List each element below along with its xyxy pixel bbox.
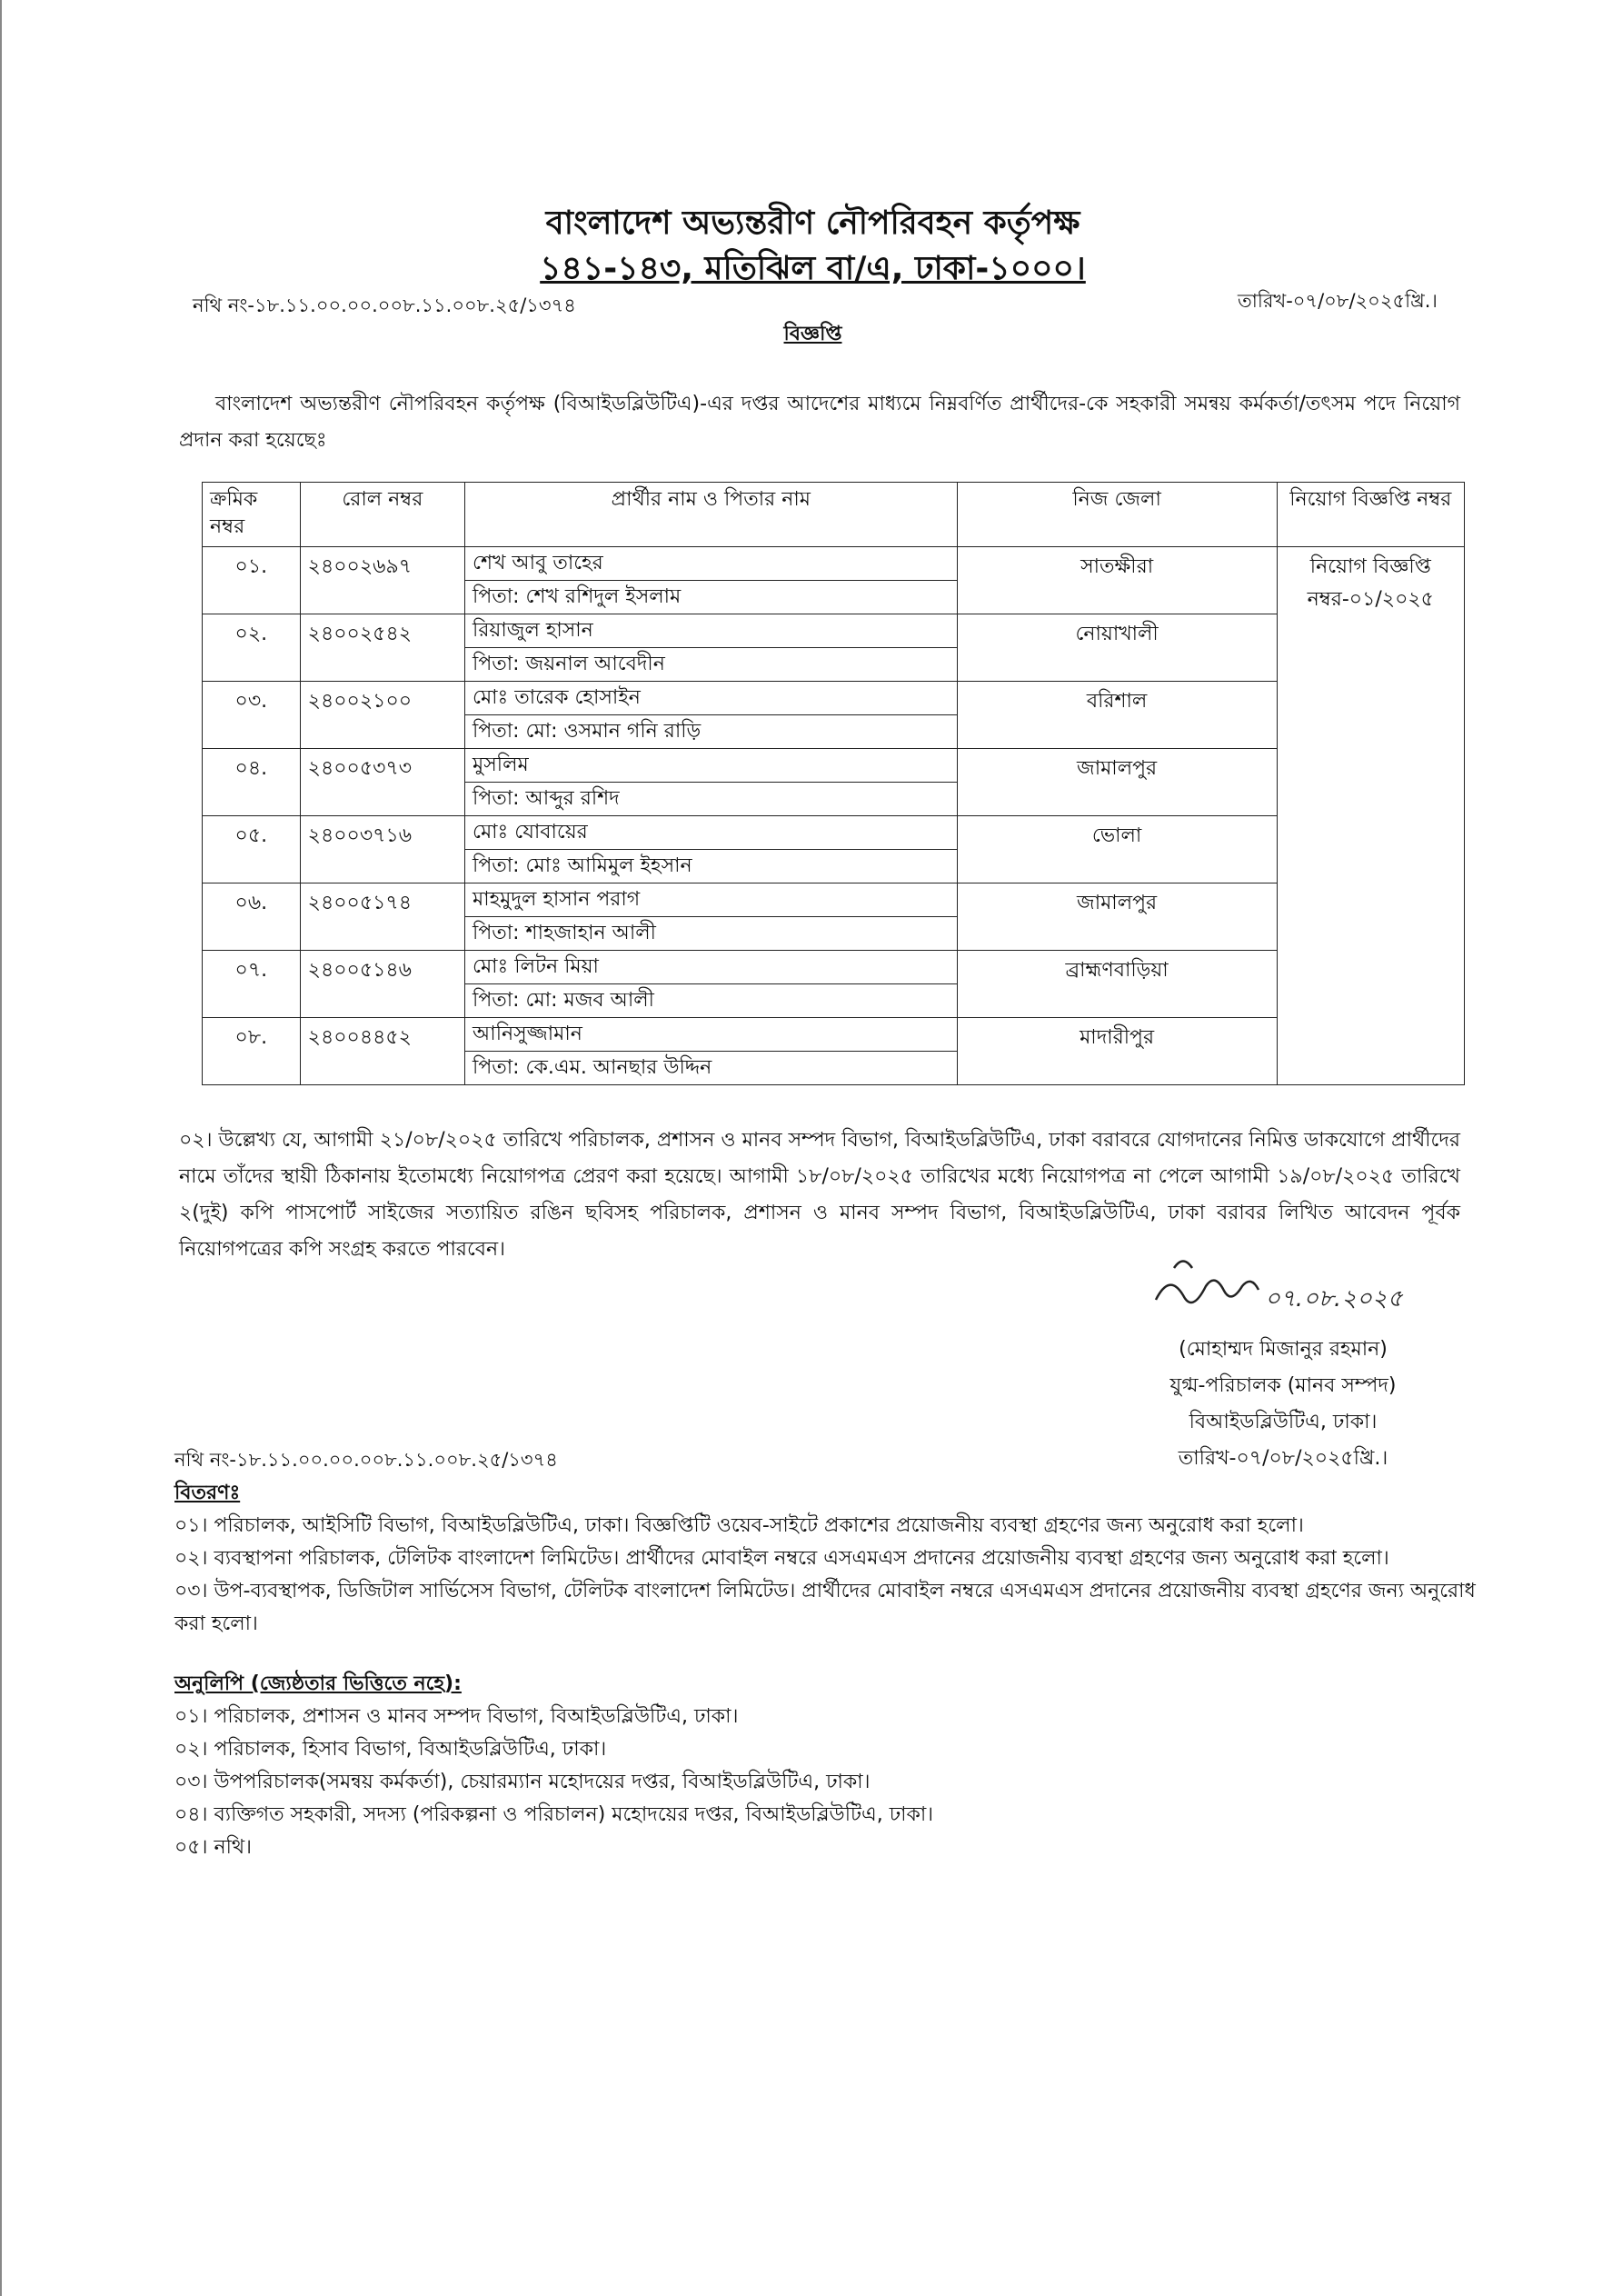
- distribution-list: [174, 1477, 1483, 1641]
- header-name: প্রার্থীর নাম ও পিতার নাম: [465, 483, 958, 547]
- name-cell: [465, 883, 958, 951]
- serial-cell: ০৫.: [203, 816, 301, 883]
- list-item: ০৫। নথি।: [174, 1836, 252, 1859]
- list-item: ০২। ব্যবস্থাপনা পরিচালক, টেলিটক বাংলাদেশ লিমিটেড। প্রার্থীদের মোবাইল নম্বরে এসএমএস প্রদানের প্রয়োজনীয় ব্যবস্থা গ্রহণের জন্য অনুরোধ করা হলো।: [174, 1547, 1389, 1570]
- roll-cell: ২৪০০৪৪৫২: [300, 1018, 464, 1085]
- signature-date: ০৭.০৮.২০২৫: [1265, 1285, 1403, 1313]
- table-row: [203, 883, 1465, 951]
- roll-cell: ২৪০০৫১৭৪: [300, 883, 464, 951]
- table-header-row: [203, 483, 1465, 547]
- father-name: পিতা: কে.এম. আনছার উদ্দিন: [473, 1056, 712, 1079]
- table-row: [203, 816, 1465, 883]
- table-row: [203, 1018, 1465, 1085]
- name-cell: [465, 547, 958, 614]
- candidate-name: মুসলিম: [465, 749, 957, 783]
- district-cell: ব্রাহ্মণবাড়িয়া: [957, 951, 1277, 1018]
- roll-cell: ২৪০০২৬৯৭: [300, 547, 464, 614]
- table-row: [203, 749, 1465, 816]
- header-district: নিজ জেলা: [957, 483, 1277, 547]
- candidate-name: মোঃ লিটন মিয়া: [465, 951, 957, 984]
- district-cell: নোয়াখালী: [957, 614, 1277, 682]
- district-cell: মাদারীপুর: [957, 1018, 1277, 1085]
- serial-cell: ০২.: [203, 614, 301, 682]
- candidate-name: রিয়াজুল হাসান: [465, 614, 957, 648]
- father-name: পিতা: আব্দুর রশিদ: [473, 787, 620, 810]
- candidates-table: [202, 482, 1465, 1085]
- distribution-ref-number: নথি নং-১৮.১১.০০.০০.০০৮.১১.০০৮.২৫/১৩৭৪: [174, 1449, 558, 1471]
- roll-cell: ২৪০০২১০০: [300, 682, 464, 749]
- list-item: ০৪। ব্যক্তিগত সহকারী, সদস্য (পরিকল্পনা ও পরিচালন) মহোদয়ের দপ্তর, বিআইডব্লিউটিএ, ঢাকা।: [174, 1803, 934, 1826]
- memo-date: তারিখ-০৭/০৮/২০২৫খ্রি.।: [1238, 290, 1438, 312]
- org-name-heading: বাংলাদেশ অভ্যন্তরীণ নৌপরিবহন কর্তৃপক্ষ: [545, 205, 1080, 242]
- signatory-block: [1092, 1332, 1474, 1477]
- list-item: ০৩। উপপরিচালক(সমন্বয় কর্মকর্তা), চেয়ারম্যান মহোদয়ের দপ্তর, বিআইডব্লিউটিএ, ঢাকা।: [174, 1771, 871, 1793]
- notice-title: বিজ্ঞপ্তি: [783, 323, 842, 345]
- table-row: [203, 682, 1465, 749]
- name-cell: [465, 1018, 958, 1085]
- table-row: [203, 614, 1465, 682]
- name-cell: [465, 816, 958, 883]
- signatory-office: বিআইডব্লিউটিএ, ঢাকা।: [1189, 1411, 1378, 1433]
- father-name: পিতা: শাহজাহান আলী: [473, 922, 656, 944]
- circular-ref-cell: নিয়োগ বিজ্ঞপ্তি নম্বর-০১/২০২৫: [1277, 547, 1464, 1085]
- serial-cell: ০৮.: [203, 1018, 301, 1085]
- serial-cell: ০১.: [203, 547, 301, 614]
- candidate-name: মোঃ তারেক হোসাইন: [465, 682, 957, 715]
- joining-note-paragraph: ০২। উল্লেখ্য যে, আগামী ২১/০৮/২০২৫ তারিখে পরিচালক, প্রশাসন ও মানব সম্পদ বিভাগ, বিআইডব্লিউটিএ, ঢাকা বরাবরে যোগদানের নিমিত্ত ডাকযোগে প্রার্থীদের নামে তাঁদের স্থায়ী ঠিকানায় ইতোমধ্যে নিয়োগপত্র প্রেরণ করা হয়েছে। আগামী ১৮/০৮/২০২৫ তারিখের মধ্যে নিয়োগপত্র না পেলে আগামী ১৯/০৮/২০২৫ তারিখে ২(দুই) কপি পাসপোর্ট সাইজের সত্যায়িত রঙিন ছবিসহ পরিচালক, প্রশাসন ও মানব সম্পদ বিভাগ, বিআইডব্লিউটিএ, ঢাকা বরাবর লিখিত আবেদন পূর্বক নিয়োগপত্রের কপি সংগ্রহ করতে পারবেন।: [179, 1129, 1460, 1261]
- memo-ref-number: নথি নং-১৮.১১.০০.০০.০০৮.১১.০০৮.২৫/১৩৭৪: [193, 294, 576, 316]
- distribution-title: বিতরণঃ: [174, 1482, 241, 1504]
- serial-cell: ০৭.: [203, 951, 301, 1018]
- father-name: পিতা: মো: ওসমান গনি রাড়ি: [473, 720, 702, 743]
- signatory-name: (মোহাম্মদ মিজানুর রহমান): [1179, 1338, 1388, 1361]
- copies-title: অনুলিপি (জ্যেষ্ঠতার ভিত্তিতে নহে):: [174, 1672, 462, 1695]
- roll-cell: ২৪০০৫১৪৬: [300, 951, 464, 1018]
- district-cell: ভোলা: [957, 816, 1277, 883]
- district-cell: জামালপুর: [957, 749, 1277, 816]
- header-serial: ক্রমিক নম্বর: [203, 483, 301, 547]
- district-cell: বরিশাল: [957, 682, 1277, 749]
- table-row: [203, 547, 1465, 614]
- list-item: ০১। পরিচালক, প্রশাসন ও মানব সম্পদ বিভাগ, বিআইডব্লিউটিএ, ঢাকা।: [174, 1705, 739, 1728]
- candidate-name: মোঃ যোবায়ের: [465, 816, 957, 850]
- handwritten-signature: [1138, 1250, 1483, 1332]
- father-name: পিতা: মোঃ আমিমুল ইহসান: [473, 854, 692, 877]
- candidate-name: শেখ আবু তাহের: [465, 547, 957, 581]
- serial-cell: ০৪.: [203, 749, 301, 816]
- name-cell: [465, 682, 958, 749]
- father-name: পিতা: মো: মজব আলী: [473, 989, 654, 1012]
- list-item: ০২। পরিচালক, হিসাব বিভাগ, বিআইডব্লিউটিএ, ঢাকা।: [174, 1738, 607, 1761]
- signatory-date: তারিখ-০৭/০৮/২০২৫খ্রি.।: [1178, 1447, 1388, 1470]
- list-item: ০৩। উপ-ব্যবস্থাপক, ডিজিটাল সার্ভিসেস বিভাগ, টেলিটক বাংলাদেশ লিমিটেড। প্রার্থীদের মোবাইল নম্বরে এসএমএস প্রদানের প্রয়োজনীয় ব্যবস্থা গ্রহণের জন্য অনুরোধ করা হলো।: [174, 1580, 1476, 1635]
- district-cell: সাতক্ষীরা: [957, 547, 1277, 614]
- intro-paragraph: বাংলাদেশ অভ্যন্তরীণ নৌপরিবহন কর্তৃপক্ষ (বিআইডব্লিউটিএ)-এর দপ্তর আদেশের মাধ্যমে নিম্নবর্ণিত প্রার্থীদের-কে সহকারী সমন্বয় কর্মকর্তা/তৎসম পদে নিয়োগ প্রদান করা হয়েছেঃ: [179, 393, 1460, 452]
- district-cell: জামালপুর: [957, 883, 1277, 951]
- header-circular: নিয়োগ বিজ্ঞপ্তি নম্বর: [1277, 483, 1464, 547]
- roll-cell: ২৪০০৫৩৭৩: [300, 749, 464, 816]
- list-item: ০১। পরিচালক, আইসিটি বিভাগ, বিআইডব্লিউটিএ, ঢাকা। বিজ্ঞপ্তিটি ওয়েব-সাইটে প্রকাশের প্রয়োজনীয় ব্যবস্থা গ্রহণের জন্য অনুরোধ করা হলো।: [174, 1514, 1304, 1537]
- father-name: পিতা: জয়নাল আবেদীন: [473, 653, 665, 675]
- signatory-designation: যুগ্ম-পরিচালক (মানব সম্পদ): [1169, 1374, 1397, 1397]
- candidate-name: আনিসুজ্জামান: [465, 1018, 957, 1052]
- roll-cell: ২৪০০৩৭১৬: [300, 816, 464, 883]
- father-name: পিতা: শেখ রশিদুল ইসলাম: [473, 585, 682, 608]
- table-row: [203, 951, 1465, 1018]
- copies-list: [174, 1668, 1483, 1864]
- header-roll: রোল নম্বর: [300, 483, 464, 547]
- serial-cell: ০৬.: [203, 883, 301, 951]
- roll-cell: ২৪০০২৫৪২: [300, 614, 464, 682]
- name-cell: [465, 749, 958, 816]
- serial-cell: ০৩.: [203, 682, 301, 749]
- org-address-heading: ১৪১-১৪৩, মতিঝিল বা/এ, ঢাকা-১০০০।: [540, 250, 1086, 287]
- name-cell: [465, 614, 958, 682]
- candidate-name: মাহমুদুল হাসান পরাগ: [465, 883, 957, 917]
- name-cell: [465, 951, 958, 1018]
